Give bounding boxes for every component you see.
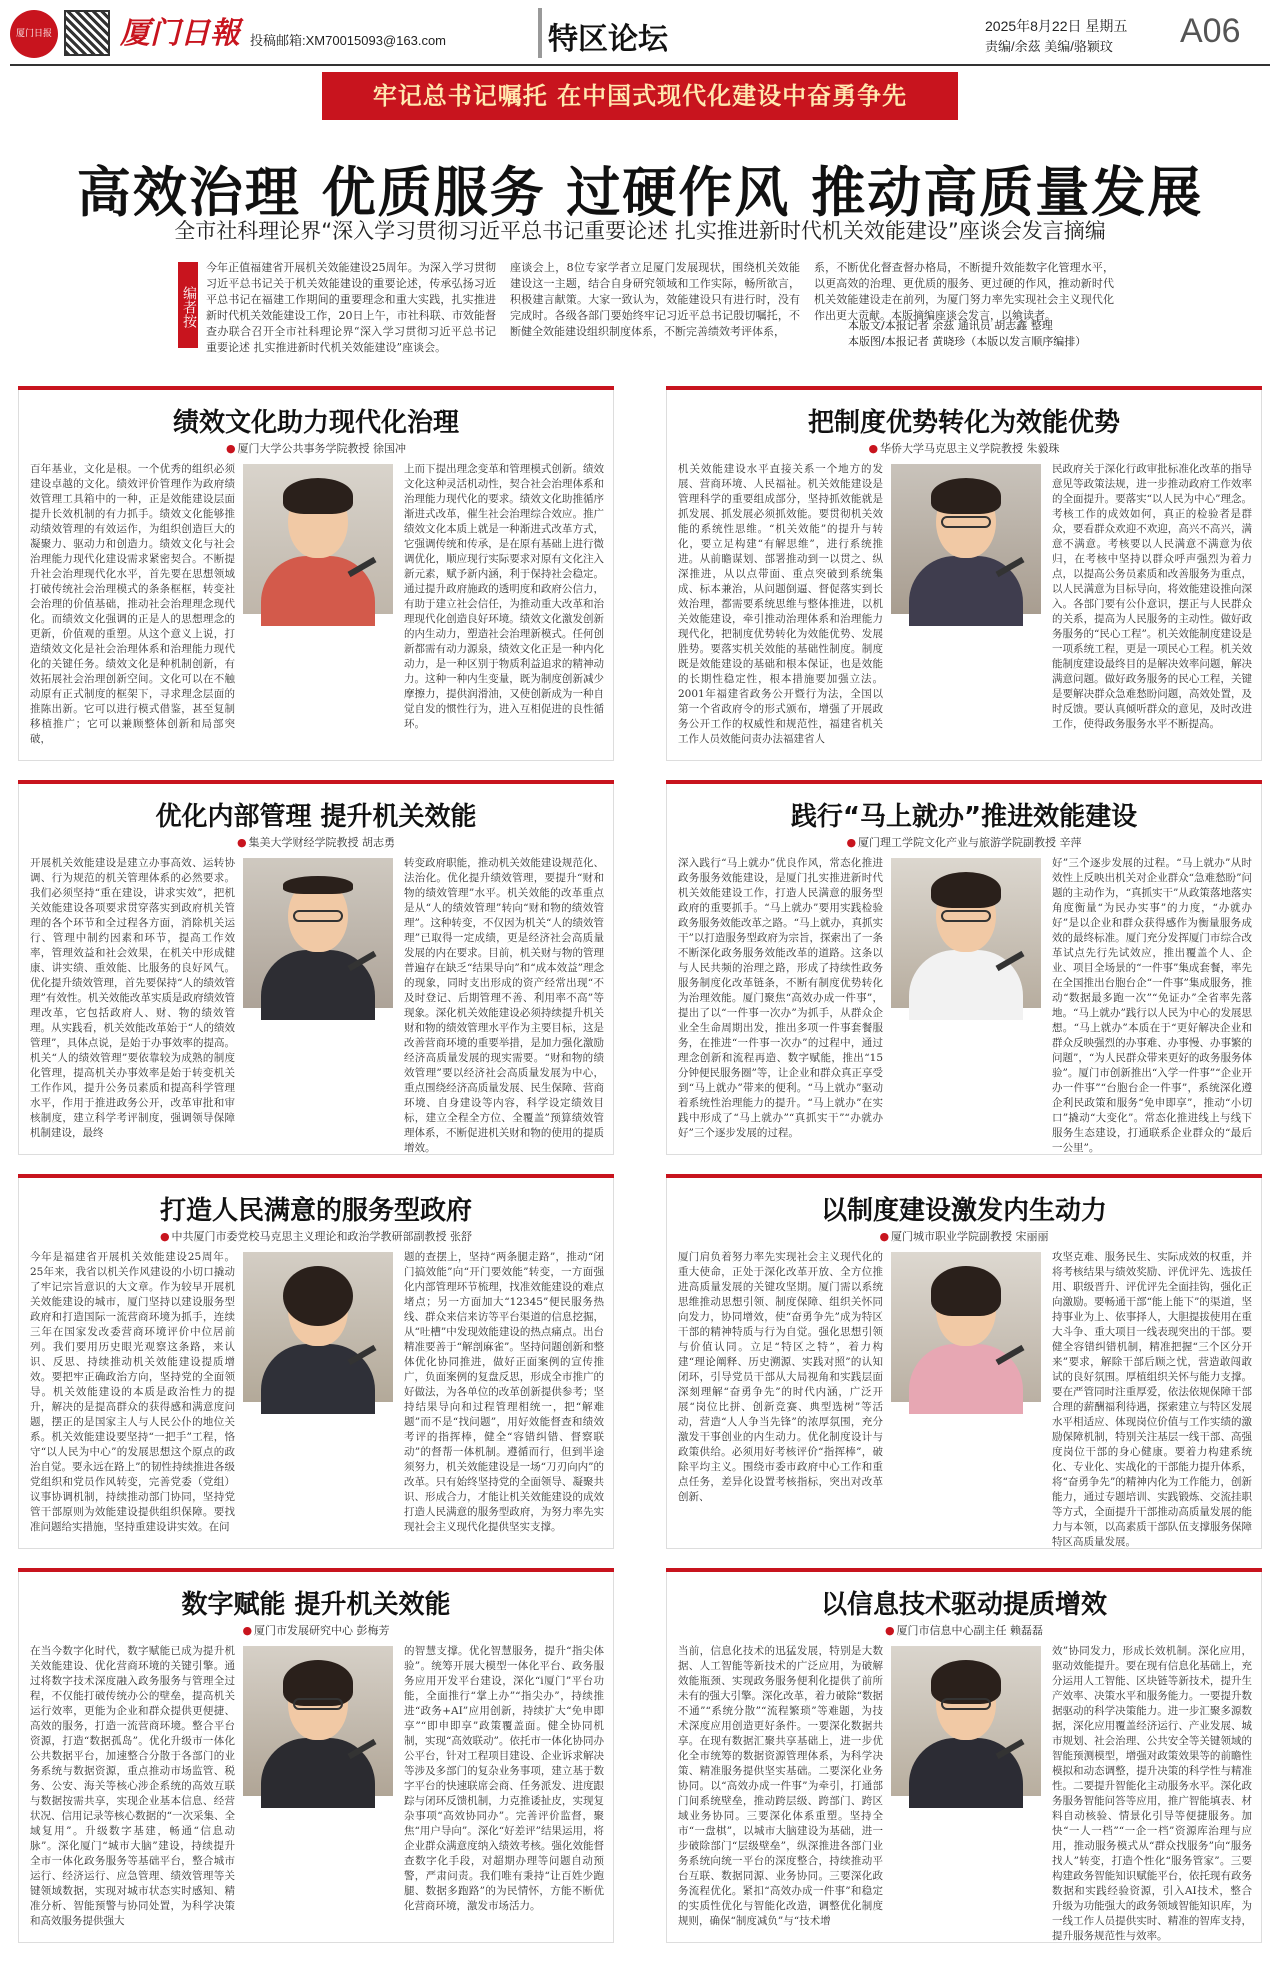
editor-note-tag: 编者按 [178,262,198,348]
credits-photo: 本版图/本报记者 黄晓珍（本版以发言顺序编排） [848,335,1087,348]
article-title: 以制度建设激发内生动力 [820,1196,1107,1226]
page-number: A06 [1180,12,1241,50]
page-subtitle: 全市社科理论界“深入学习贯彻习近平总书记重要论述 扎实推进新时代机关效能建设”座谈会发言摘编 [174,219,1106,243]
article-author: ● 集美大学财经学院教授 胡志勇 [18,834,614,850]
speaker-photo [891,858,1041,1008]
article-text-col2: 的智慧支撑。优化智慧服务，提升“指尖体验”。统筹开展大模型一体化平台、政务服务应用开发平台建设，深化“i厦门”平台功能，全面推行“掌上办”“指尖办”，持续推进“政务+AI”应用创新，持续扩大“免申即享”“即申即享”政策覆盖面。健全协同机制，实现“高效联动”。依托市一体化协同办公平台，针对工程项目建设、企业诉求解决等涉及多部门的复杂业务事项，建立基于数字平台的快速联席会商、任务派发、进度跟踪与闭环反馈机制，力克推诿扯皮，实现复杂事项“高效协同办”。完善评价监督，聚焦“用户导向”。深化“好差评”结果运用，将企业群众满意度纳入绩效考核。强化效能督查数字化手段，对超期办理等问题自动预警，严肃问责。我们唯有秉持“让百姓少跑腿、数据多跑路”的为民情怀，方能不断优化营商环境，激发市场活力。 [404,1645,604,1912]
masthead: 厦门日報 [120,16,240,51]
article-panel [18,780,614,1155]
page-title: 高效治理 优质服务 过硬作风 推动高质量发展 [76,161,1204,224]
speaker-photo [891,464,1041,614]
article-text-col2: 转变政府职能，推动机关效能建设规范化、法治化。优化提升绩效管理，要提升“财和物的绩效管理”水平。机关效能的改革重点是从“人的绩效管理”转向“财和物的绩效管理”。这种转变，不仅因为机关“人的绩效管理”已取得一定成绩，更是经济社会高质量发展的内在要求。目前，机关财与物的管理普遍存在缺乏“结果导向”和“成本效益”理念的现象，同时支出形成的资产经常出现“不及时登记、后期管理不善、利用率不高”等现象。深化机关效能建设必须持续提升机关财和物的绩效管理水平作为主要目标，这是改善营商环境的重要举措，是加力强化激励经济高质量发展的现实需要。“财和物的绩效管理”要以经济社会高质量发展为中心，重点围绕经济高质量发展、民生保障、营商环境、自身建设等内容，科学设定绩效目标，建立全程全方位、全覆盖”预算绩效管理体系，不断促进机关财和物的使用的提质增效。 [404,857,604,1154]
article-author: ● 厦门理工学院文化产业与旅游学院副教授 辛萍 [666,834,1262,850]
article-text-col1: 深入践行“马上就办”优良作风，常态化推进政务服务效能建设，是厦门扎实推进新时代机关效能建设工作，打造人民满意的服务型政府的重要抓手。“马上就办”要用实践检验政务服务效能改革之路。“马上就办，真抓实干”以打造服务型政府为宗旨，探索出了一条不断深化政务服务效能改革的道路。这条以与人民共频的治理之路，形成了持续性政务服务制度化改革链条，不断有制度优势转化为治理效能。厦门聚焦“高效办成一件事”，提出了以“一件事一次办”为抓手，从群众企业全生命周期出发，推出多项一件事套餐服务，在推进“一件事一次办”的过程中，通过理念创新和流程再造、数字赋能，推出“15分钟便民服务圈”等，让企业和群众真正享受到“马上就办”带来的便利。“马上就办”驱动着系统性治理能力的提升。“马上就办”在实践中形成了“马上就办”“真抓实干”“办就办好”三个逐步发展的过程。 [678,857,883,1139]
editors-credit: 责编/余茲 美编/骆颖玟 [985,39,1113,54]
article-text-col2: 上而下提出理念变革和管理模式创新。绩效文化这种灵活机动性，契合社会治理体系和治理能力现代化的要求。绩效文化助推循序渐进式改革，催生社会治理综合效应。推广绩效文化本质上就是一种渐进式改革方式，它强调传统和传承，是在原有基础上进行微调优化，顺应现行实际要求对原有文化注入新元素，赋予新内涵，利于保持社会稳定。通过提升政府施政的透明度和政府公信力，有助于建立社会信任，为推动重大改革和治理现代化创造良好环境。绩效文化激发创新的内生动力，塑造社会治理新模式。任何创新都需有动力源泉，绩效文化正是一种内化动力，是一种区别于物质利益追求的精神动力。这种一种内生变量，既为制度创新减少摩擦力，提供润滑油，又使创新成为一种自觉自发的惯性行为，进入互相促进的良性循环。 [404,463,604,730]
section-name: 特区论坛 [548,22,668,57]
article-title: 打造人民满意的服务型政府 [159,1196,472,1226]
submission-email: 投稿邮箱:XM70015093@163.com [250,33,447,48]
article-author: ● 厦门市信息中心副主任 赖磊磊 [666,1622,1262,1638]
credits-text: 本版文/本报记者 余茲 通讯员 胡志鑫 整理 [848,319,1053,332]
article-text-col1: 当前，信息化技术的迅猛发展，特别是大数据、人工智能等新技术的广泛应用，为破解效能瓶颈、实现政务服务便利化提供了前所未有的强大引擎。深化改革，着力破除“数据不通”“系统分散”“流程繁琐”等难题，为技术深度应用创造更好条件。一要深化数据共享。在现有数据汇聚共享基础上，进一步优化全市统筹的数据资源管理体系，为科学决策、精准服务提供坚实基础。二要深化业务协同。以“高效办成一件事”为牵引，打通部门间系统壁垒，推动跨层级、跨部门、跨区域业务协同。三要深化体系重塑。坚持全市“一盘棋”，以城市大脑建设为基础，进一步破除部门“层级壁垒”，纵深推进各部门业务系统向统一平台的深度整合，持续推动平台互联、数据同源、业务协同。三要深化政务流程优化。紧扣“高效办成一件事”和稳定的实质性优化与智能化改造，调整优化制度规则，确保“制度减负”与“技术增 [678,1645,883,1927]
article-text-col1: 机关效能建设水平直接关系一个地方的发展、营商环境、人民福祉。机关效能建设是管理科学的重要组成部分，坚持抓效能就是抓发展、抓发展必须抓效能。要贯彻机关效能的系统性思维。“机关效能”的提升与转化，要立足构建“有解思维”，进行系统推进。从前瞻谋划、部署推动到一以贯之、纵深推进，从以点带面、重点突破到系统集成、标本兼治，从问题倒逼、督促落实到长效治理，都需要系统思维与整体推进，以机关效能建设，牵引推动治理体系和治理能力现代化，把制度优势转化为效能优势、发展胜势。要落实机关效能的基础性制度。制度既是效能建设的基础和根本保证，也是效能的长期性稳定性，根本措施要加强立法。2001年福建省政务公开暨行为法，全国以第一个省政府令的形式颁布，增强了开展政务公开工作的权威性和规范性，福建省机关工作人员效能问责办法福建省人 [678,463,883,745]
speaker-photo [891,1252,1041,1402]
article-title: 数字赋能 提升机关效能 [181,1590,451,1620]
editor-note-col1: 今年正值福建省开展机关效能建设25周年。为深入学习贯彻习近平总书记关于机关效能建设的重要论述，传承弘扬习近平总书记在福建工作期间的重要理念和重大实践，扎实推进新时代机关效能建设工作，20日上午，市社科联、市效能督查办联合召开全市社科理论界“深入学习贯彻习近平总书记重要论述 扎实推进新时代机关效能建设”座谈会。 [206,261,496,354]
article-panel [18,386,614,761]
article-text-col1: 厦门肩负着努力率先实现社会主义现代化的重大使命，正处于深化改革开放、全方位推进高质量发展的关键攻坚期。厦门需以系统思维推动思想引领、制度保障、组织关怀同向发力，协同增效，使“奋勇争先”成为特区干部的精神特质与行为自觉。强化思想引领与价值认同。立足“特区之特”，着力构建“理论阐释、历史溯源、实践对照”的认知闭环，引导党员干部从大局视角和实践层面深刻理解“奋勇争先”的时代内涵，广泛开展“岗位比拼、创新竞赛、典型选树”等活动，营造“人人争当先锋”的浓厚氛围，充分激发干事创业的内生动力。优化制度设计与政策供给。必须用好考核评价“指挥棒”，破除平均主义。围绕市委市政府中心工作和重点任务，差异化设置考核指标，突出对改革创新、 [678,1251,883,1503]
article-text-col1: 开展机关效能建设是建立办事高效、运转协调、行为规范的机关管理体系的必然要求。我们必须坚持“重在建设，讲求实效”，把机关效能建设各项要求贯穿落实到政府机关管理的各个环节和全过程各方面，消除机关运行、管理中制约因素和环节，提高工作效率，管理效益和社会效果，在机关中形成健康、讲实绩、重效能、比服务的良好风气。优化提升绩效管理，首先要保持“人的绩效管理”有效性。机关效能改革实质是政府绩效管理改革，它包括政府人、财、物的绩效管理。从实践看，机关效能改革始于“人的绩效管理”，具体点说，是始于办事效率的提高。机关“人的绩效管理”要依靠较为成熟的制度化管理，提高机关办事效率是始于转变机关工作作风，提升公务员素质和提高科学管理水平，作用于推进政务公开，改革审批和审核制度，建立科学考评制度，强调领导保障机制建设，最终 [30,857,235,1139]
article-text-col2: 效”协同发力，形成长效机制。深化应用，驱动效能提升。要在现有信息化基础上，充分运用人工智能、区块链等新技术，提升生产效率、决策水平和服务能力。一要提升数据驱动的科学决策能力。进一步汇聚多源数据，深化应用覆盖经济运行、产业发展、城市规划、社会治理、公共安全等关键领域的智能预测模型，增强对政策效果等的前瞻性模拟和动态调整，提升决策的科学性与精准性。二要提升智能化主动服务水平。深化政务服务智能问答等应用，推广智能填表、材料自动核验、情景化引导等便捷服务。加快“一人一档”“一企一档”资源库治理与应用，推动服务模式从“群众找服务”向“服务找人”转变，打造个性化“服务管家”。三要构建政务智能知识赋能平台，依托现有政务数据和实践经验资源，引入AI技术，整合升级为功能强大的政务领域智能知识库，为一线工作人员提供实时、精准的智库支持，提升服务规范性与效率。 [1052,1645,1252,1942]
article-panel [666,1174,1262,1549]
credits [848,318,1086,350]
header-rule [10,64,1270,66]
speaker-photo [891,1646,1041,1796]
editor-note-col2: 座谈会上，8位专家学者立足厦门发展现状，围绕机关效能建设这一主题，结合自身研究领域和工作实际，畅所欲言，积极建言献策。大家一致认为，效能建设只有进行时，没有完成时。各级各部门要始终牢记习近平总书记殷切嘱托，不断健全效能建设组织制度体系，不断完善绩效考评体系， [510,261,800,338]
newspaper-logo: 厦门日报 [10,10,58,58]
article-author: ● 厦门市发展研究中心 彭梅芳 [18,1622,614,1638]
article-text-col2: 攻坚克难、服务民生、实际成效的权重，并将考核结果与绩效奖励、评优评先、选拔任用、职级晋升、评优评先全面挂钩，强化正向激励。要畅通干部“能上能下”的渠道，坚持事业为上、依事择人，大胆提拔使用在重大斗争、重大项目一线表现突出的干部。要健全容错纠错机制，精准把握“三个区分开来”要求，解除干部后顾之忧，营造敢闯敢试的良好氛围。厚植组织关怀与能力支撑。要在严管同时注重厚爱，依法依规保障干部合理的薪酬福利待遇，探索建立与特区发展水平相适应、体现岗位价值与工作实绩的激励保障机制，特别关注基层一线干部、高强度岗位干部的身心健康。要着力构建系统化、专业化、实战化的干部能力提升体系，将“奋勇争先”的精神内化为工作能力，创新能力，通过专题培训、实践锻炼、交流挂职等方式，全面提升干部推动高质量发展的能力与本领，以高素质干部队伍支撑服务保障特区高质量发展。 [1052,1251,1252,1548]
speaker-photo [243,464,393,614]
article-author: ● 华侨大学马克思主义学院教授 朱毅珠 [666,440,1262,456]
section-divider [538,8,542,58]
article-title: 践行“马上就办”推进效能建设 [790,802,1138,832]
article-author: ● 厦门大学公共事务学院教授 徐国冲 [18,440,614,456]
article-author: ● 中共厦门市委党校马克思主义理论和政治学教研部副教授 张舒 [18,1228,614,1244]
article-panel [18,1174,614,1549]
speaker-photo [243,858,393,1008]
article-panel [666,1568,1262,1943]
article-text-col1: 百年基业，文化是根。一个优秀的组织必须建设卓越的文化。绩效评价管理作为政府绩效管理工具箱中的一种，正是效能建设层面提升长效机制的有力抓手。绩效文化能够推动绩效管理的有效运作，为组织创造巨大的凝聚力、驱动力和创造力。绩效文化与社会治理能力现代化建设需求紧密契合。不断提升社会治理现代化水平，首先要在思想领域打破传统社会治理模式的条条框框，转变社会治理的价值基础，推动社会治理理念现代化。而绩效文化强调的正是人的思想理念的更新，价值观的重塑。从这个意义上说，打造绩效文化是社会治理体系和治理能力现代化的关键任务。绩效文化是种机制创新，有效拓展社会治理创新空间。文化可以在不触动原有正式制度的框架下，寻求理念层面的推陈出新。它可以进行模式借鉴，甚至复制移植推广；它可以兼顾整体创新和局部突破， [30,463,235,745]
article-title: 优化内部管理 提升机关效能 [155,802,477,832]
article-text-col1: 今年是福建省开展机关效能建设25周年。25年来，我省以机关作风建设的小切口撬动了牢记宗旨意识的大文章。作为较早开展机关效能建设的城市，厦门坚持以建设服务型政府和打造国际一流营商环境为抓手，连续三年在国家发改委营商环境评价中位居前列。我们要用历史眼光观察这条路，来认识、反思、持续推动机关效能建设提质增效。要把牢正确政治方向，坚持党的全面领导。机关效能建设的本质是政治性力的提升，解决的是提高群众的获得感和满意度问题，摆正的是国家主人与人民公仆的地位关系。机关效能建设要坚持“一把手”工程，恪守“以人民为中心”的发展思想这个原点的政治自觉。要永远在路上”的韧性持续推进各级党组织和党员作风转变，完善党委（党组）议事协调机制，持续推动部门协同，坚持党管干部原则为效能建设提供组织保障。要找准问题给实措施，坚持重建设讲实效。在问 [30,1251,235,1533]
article-panel [666,386,1262,761]
topic-banner: 牢记总书记嘱托 在中国式现代化建设中奋勇争先 [322,72,958,120]
article-author: ● 厦门城市职业学院副教授 宋丽丽 [666,1228,1262,1244]
article-text-col2: 题的查摆上，坚持“两条腿走路”，推动“闭门搞效能”向“开门要效能”转变，一方面强化内部管理环节梳理，找准效能建设的难点堵点；另一方面加大“12345”便民服务热线、群众来信来访等平台渠道的信息挖掘，从“吐槽”中发现效能建设的热点痛点。出台精准要善于“解剖麻雀”。坚持问题创新和整体优化协同推进，做好正面案例的宣传推广，负面案例的复盘反思，形成全市推广的好做法，为各单位的改革创新提供参考；坚持结果导向和过程管理相统一，把“解难题”而不是“找问题”，用好效能督查和绩效考评的指挥棒，健全“容错纠错、督察联动”的督帮一体机制。遵循而行，但到半途须努力，机关效能建设是一场“刀刃向内”的改革。只有始终坚持党的全面领导、凝聚共识、形成合力，才能让机关效能建设的成效打造人民满意的服务型政府，为努力率先实现社会主义现代化提供坚实支撑。 [404,1251,604,1533]
speaker-photo [243,1646,393,1796]
article-title: 绩效文化助力现代化治理 [172,408,459,438]
issue-date: 2025年8月22日 星期五 [985,18,1128,34]
article-text-col1: 在当今数字化时代，数字赋能已成为提升机关效能建设、优化营商环境的关键引擎。通过将数字技术深度融入政务服务与管理全过程，不仅能打破传统办公的壁垒，提高机关运行效率，更能为企业和群众提供更便捷、高效的服务，打造一流营商环境。整合平台资源，打造“数据孤岛”。优化升级市一体化公共数据平台，加速整合分散于各部门的业务系统与数据资源，重点推动市场监管、税务、公安、海关等核心涉企系统的高效互联与数据按需共享，实现企业基本信息、经营状况、信用记录等核心数据的“一次采集、全域复用”。升级数字基建，畅通“信息动脉”。深化厦门“城市大脑”建设，持续提升全市一体化政务服务等基础平台，整合城市运行、经济运行、应急管理、绩效管理等关键领域数据，实现对城市状态实时感知、精准分析、智能预警与协同处置，为科学决策和高效服务提供强大 [30,1645,235,1927]
editor-note-col3: 系，不断优化督查督办格局，不断提升效能数字化管理水平，以更高效的治理、更优质的服务、更过硬的作风，推动新时代机关效能建设走在前列，为厦门努力率先实现社会主义现代化作出更大贡献。本版摘编座谈会发言，以飨读者。 [814,261,1114,322]
article-panel [666,780,1262,1155]
article-panel [18,1568,614,1943]
article-title: 把制度优势转化为效能优势 [807,408,1120,438]
article-text-col2: 好”三个逐步发展的过程。“马上就办”从时效性上反映出机关对企业群众“急难愁盼”问题的主动作为，“真抓实干”从政策落地落实角度衡量“为民办实事”的力度，“办就办好”是以企业和群众获得感作为衡量服务成效的最终标准。厦门充分发挥厦门市综合改革试点先行先试效应，推出覆盖个人、企业、项目全场景的“一件事”集成套餐，率先在全国推出台胞台企“一件事”集成服务，推动“数据最多跑一次”“免证办”全省率先落地。“马上就办”践行以人民为中心的发展思想。“马上就办”本质在于“更好解决企业和群众反映强烈的办事难、办事慢、办事繁的问题”，“为人民群众带来更好的政务服务体验”。厦门市创新推出“入学一件事”“企业开办一件事”“台胞台企一件事”，系统深化遵企利民政策和服务“免申即享”，推动“小切口”撬动“大变化”。常态化推进线上与线下服务生态建设，打通联系企业群众的“最后一公里”。 [1052,857,1252,1154]
speaker-photo [243,1252,393,1402]
article-text-col2: 民政府关于深化行政审批标准化改革的指导意见等政策法规，进一步推动政府工作效率的全面提升。要落实“以人民为中心”理念。考核工作的成效如何，真正的检验者是群众，要看群众欢迎不欢迎，高兴不高兴，满意不满意。考核要以人民满意不满意为依归，在考核中坚持以群众呼声强烈为着力点，以提高公务员素质和改善服务为重点，以人民满意为目标导向，将效能建设推向深入。各部门要有公仆意识，摆正与人民群众的关系，提高为人民服务的主动性。做好政务服务的“民心工程”。机关效能制度建设是一项系统工程，更是一项民心工程。机关效能制度建设最终目的是解决效率问题，解决满意问题。做好政务服务的民心工程，关键是要解决群众急难愁盼问题，高效处置，及时反馈。要认真倾听群众的意见，及时改进工作，使得政务服务水平不断提高。 [1052,463,1252,730]
article-title: 以信息技术驱动提质增效 [820,1590,1107,1620]
qr-code [64,10,110,56]
